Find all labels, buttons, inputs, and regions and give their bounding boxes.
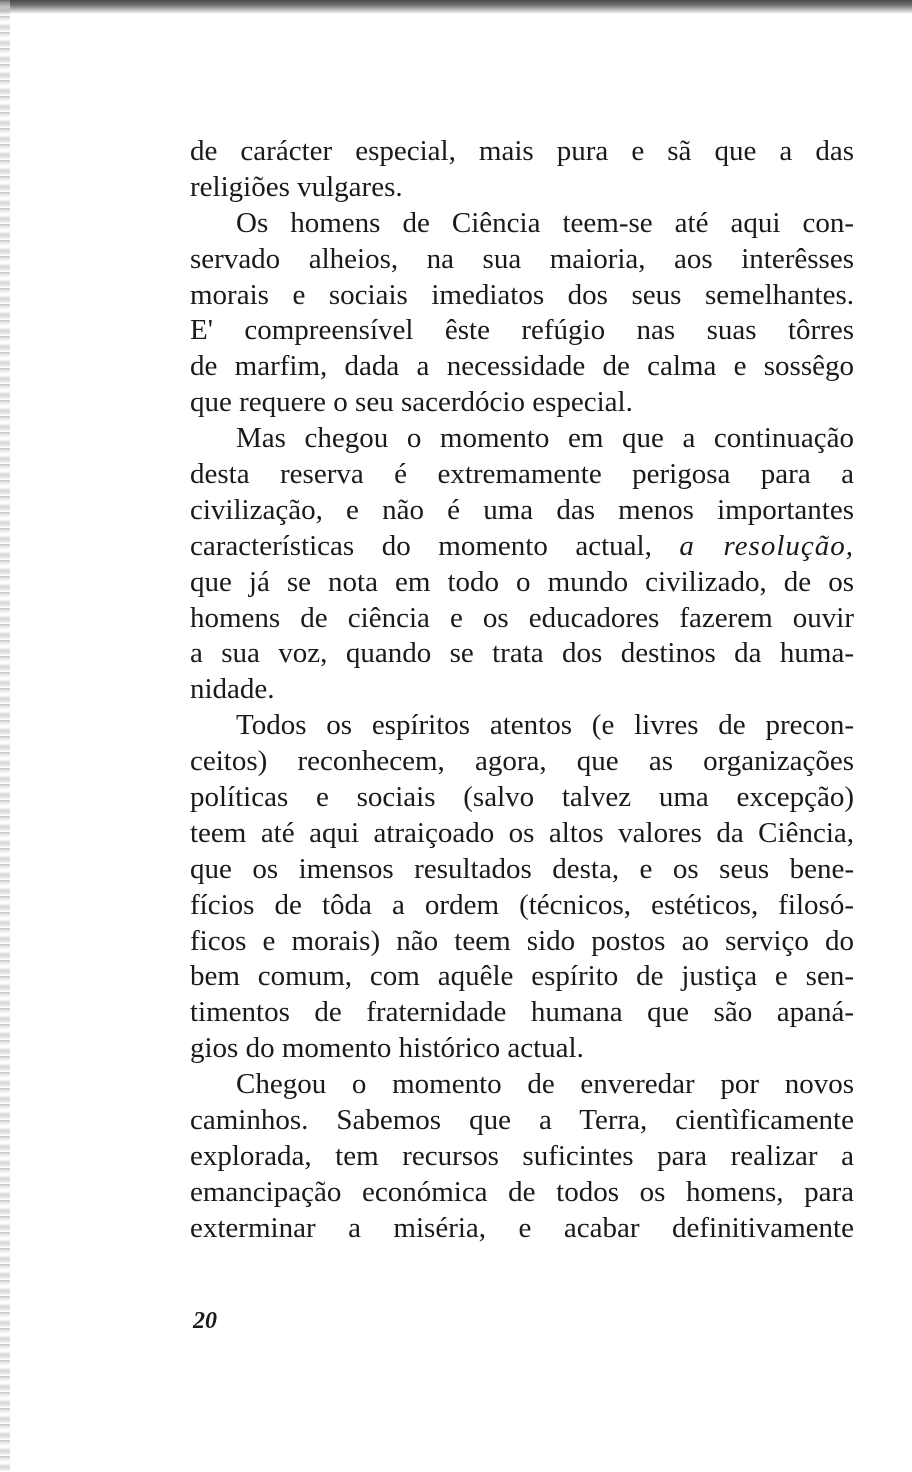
text-line: E' compreensível êste refúgio nas suas tôrres bbox=[190, 314, 854, 347]
text-line: emancipação económica de todos os homens, para bbox=[190, 1175, 854, 1208]
text-line: a sua voz, quando se trata dos destinos da huma- bbox=[190, 637, 854, 670]
scanned-page-top-edge bbox=[0, 0, 912, 14]
text-line: ceitos) reconhecem, agora, que as organizações bbox=[190, 745, 854, 778]
emphasized-phrase: a resolução, bbox=[679, 529, 854, 562]
text-line: fícios de tôda a ordem (técnicos, estéticos, filosó- bbox=[190, 888, 854, 921]
text-line: servado alheios, na sua maioria, aos interêsses bbox=[190, 242, 854, 275]
text-line: que já se nota em todo o mundo civilizado, de os bbox=[190, 565, 854, 598]
text-line: exterminar a miséria, e acabar definitivamente bbox=[190, 1211, 854, 1244]
text-line: gios do momento histórico actual. bbox=[190, 1032, 584, 1065]
page-number: 20 bbox=[193, 1308, 217, 1334]
paragraph-first-line: Mas chegou o momento em que a continuação bbox=[236, 422, 854, 455]
text-line: de carácter especial, mais pura e sã que a das bbox=[190, 135, 854, 167]
page-body-text bbox=[190, 134, 854, 1247]
text-line: teem até aqui atraiçoado os altos valores da Ciência, bbox=[190, 816, 854, 849]
text-line: caminhos. Sabemos que a Terra, cientìficamente bbox=[190, 1104, 854, 1137]
text-line-segment: características do momento actual, bbox=[190, 529, 680, 562]
paragraph-first-line: Chegou o momento de enveredar por novos bbox=[236, 1068, 854, 1101]
text-line: religiões vulgares. bbox=[190, 170, 403, 203]
text-line: civilização, e não é uma das menos importantes bbox=[190, 493, 854, 526]
text-line: bem comum, com aquêle espírito de justiça e sen- bbox=[190, 960, 854, 993]
text-line: nidade. bbox=[190, 673, 275, 706]
text-line: que os imensos resultados desta, e os seus bene- bbox=[190, 852, 854, 885]
paragraph-first-line: Todos os espíritos atentos (e livres de precon- bbox=[236, 709, 854, 742]
text-line: desta reserva é extremamente perigosa para a bbox=[190, 458, 854, 491]
text-line: morais e sociais imediatos dos seus semelhantes. bbox=[190, 278, 854, 311]
text-line: políticas e sociais (salvo talvez uma excepção) bbox=[190, 781, 854, 814]
text-line: que requere o seu sacerdócio especial. bbox=[190, 386, 633, 419]
text-line: ficos e morais) não teem sido postos ao serviço do bbox=[190, 924, 854, 957]
paragraph-first-line: Os homens de Ciência teem-se até aqui con- bbox=[236, 206, 854, 239]
text-line: homens de ciência e os educadores fazerem ouvir bbox=[190, 601, 854, 634]
text-line-with-emphasis bbox=[190, 529, 854, 565]
text-line: explorada, tem recursos suficintes para realizar a bbox=[190, 1139, 854, 1172]
text-line: de marfim, dada a necessidade de calma e sossêgo bbox=[190, 350, 854, 383]
text-line: timentos de fraternidade humana que são apaná- bbox=[190, 996, 854, 1029]
scanned-page-left-edge bbox=[0, 0, 10, 1472]
